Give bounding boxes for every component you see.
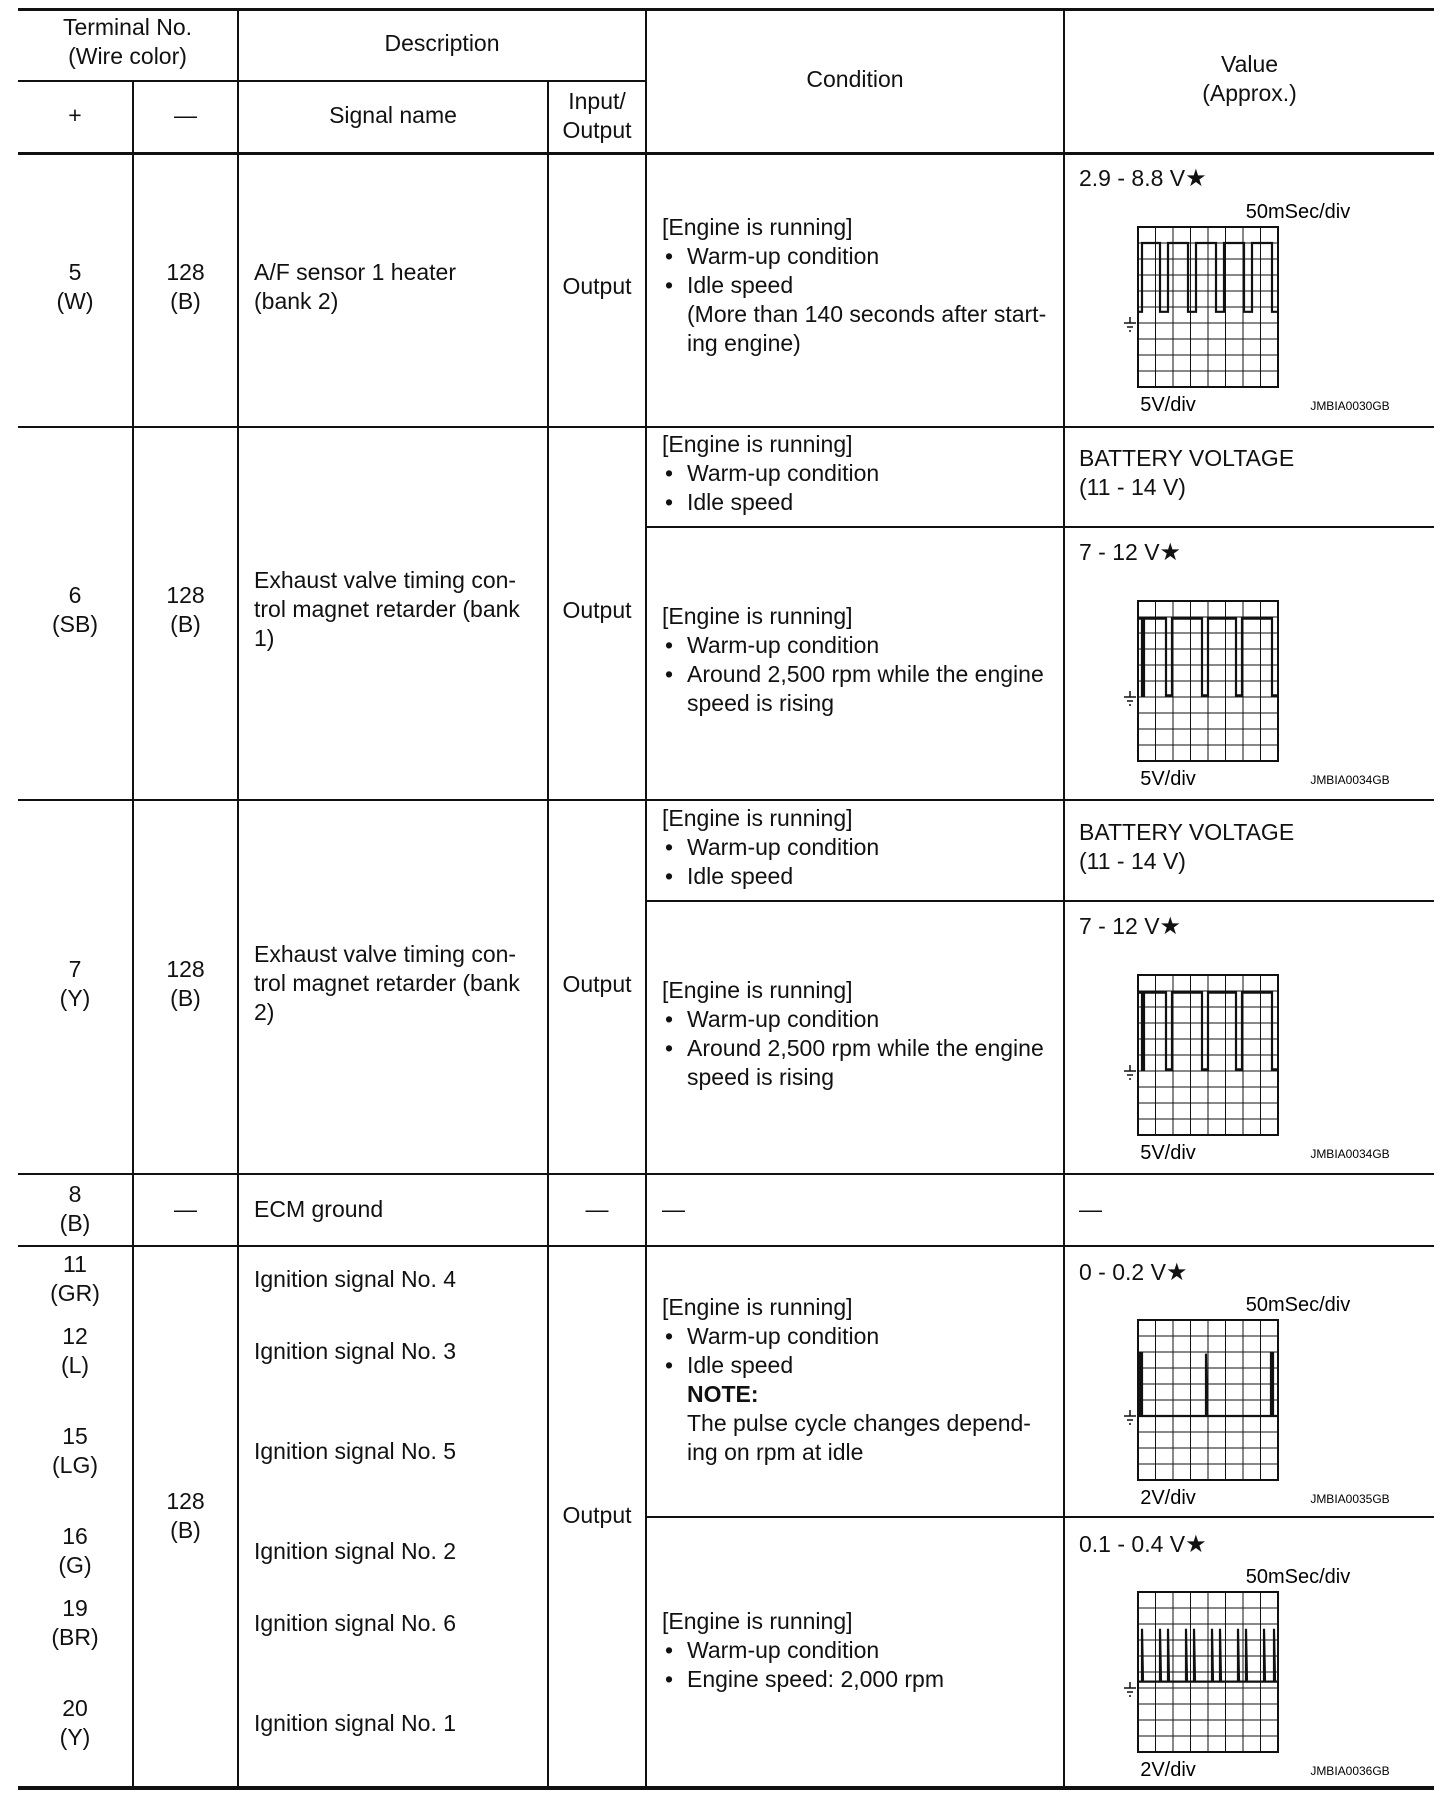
value-text [1079, 818, 1294, 876]
figure-code: JMBIA0034GB [1310, 1147, 1390, 1161]
star-icon: ★ [1165, 1259, 1188, 1286]
value-range: 7 - 12 V [1079, 913, 1160, 939]
value-range: 7 - 12 V [1079, 539, 1160, 565]
terminal-number: 128 [166, 1488, 205, 1514]
terminal-number: 128 [166, 582, 205, 608]
condition-head: [Engine is running] [662, 431, 853, 457]
condition: — [662, 1196, 685, 1222]
terminal-number: 20 [62, 1695, 88, 1721]
io-value: Output [562, 597, 632, 623]
header-io [549, 87, 645, 145]
wire-color: (GR) [50, 1280, 100, 1306]
figure-code: JMBIA0030GB [1310, 399, 1390, 413]
header-value-line: Value [1220, 51, 1279, 77]
signal-name [254, 258, 456, 316]
condition-bullet: • Warm-up condition [662, 631, 1058, 660]
terminal-minus [134, 581, 237, 639]
value-line: (11 - 14 V) [1079, 848, 1186, 874]
wire-color: (B) [59, 1210, 91, 1236]
row-divider [18, 1245, 1434, 1247]
signal-name-line: (bank 2) [254, 288, 339, 314]
header-divider [18, 80, 645, 82]
terminal-number: 128 [166, 259, 205, 285]
figure-code: JMBIA0034GB [1310, 773, 1390, 787]
header-signal-name: Signal name [329, 102, 457, 128]
wire-color: (LG) [52, 1452, 98, 1478]
volt-division-label: 5V/div [1140, 394, 1196, 416]
condition-line: speed is rising [687, 690, 835, 716]
value-text [1079, 538, 1181, 567]
volt-division-label: 5V/div [1140, 1142, 1196, 1164]
wire-color: (BR) [51, 1624, 99, 1650]
terminal-minus [134, 955, 237, 1013]
row-divider [645, 900, 1434, 902]
header-plus: + [68, 102, 82, 128]
header-terminal-line: (Wire color) [68, 43, 187, 69]
figure-code: JMBIA0036GB [1310, 1764, 1390, 1778]
condition-bullet: • Around 2,500 rpm while the engine [662, 660, 1058, 689]
value-line: (11 - 14 V) [1079, 474, 1186, 500]
header-value [1065, 50, 1434, 108]
condition-line: The pulse cycle changes depend- [687, 1410, 1031, 1436]
condition-line: ing engine) [687, 330, 801, 356]
condition-bullet: • Warm-up condition [662, 833, 1058, 862]
waveform-trace [1138, 619, 1278, 696]
star-icon: ★ [1185, 165, 1207, 192]
volt-division-label: 5V/div [1140, 768, 1196, 790]
header-minus: — [174, 102, 197, 128]
condition-head: [Engine is running] [662, 805, 853, 831]
condition-bullet: • Idle speed [662, 862, 1058, 891]
condition [662, 213, 1058, 358]
signal-name-line: A/F sensor 1 heater [254, 259, 456, 285]
condition-line: ing on rpm at idle [687, 1439, 864, 1465]
value-range: 0.1 - 0.4 V [1079, 1531, 1186, 1557]
volt-division-label: 2V/div [1140, 1759, 1196, 1781]
row-divider [18, 426, 1434, 428]
header-io-line: Input/ [568, 88, 626, 114]
oscilloscope-waveform [1110, 201, 1410, 417]
value-line: BATTERY VOLTAGE [1079, 819, 1295, 845]
terminal-plus [18, 1180, 132, 1238]
oscilloscope-waveform [1110, 1566, 1410, 1782]
wire-color: (L) [60, 1352, 90, 1378]
wire-color: (B) [170, 288, 201, 314]
waveform-trace [1138, 993, 1278, 1070]
header-terminal [18, 13, 237, 71]
signal-name: Ignition signal No. 3 [254, 1338, 457, 1364]
scope-grid [1138, 1320, 1278, 1480]
terminal-number: 16 [62, 1523, 88, 1549]
condition-bullet: • Engine speed: 2,000 rpm [662, 1665, 1058, 1694]
row-divider [645, 1516, 1434, 1518]
signal-name-line: 2) [254, 999, 275, 1025]
ground-icon [1124, 691, 1136, 705]
condition-bullet: • Warm-up condition [662, 1322, 1058, 1351]
terminal-number: 11 [63, 1251, 87, 1277]
header-terminal-line: Terminal No. [62, 14, 193, 40]
wire-color: (Y) [59, 1724, 91, 1750]
ground-icon [1124, 1410, 1136, 1424]
signal-name: Ignition signal No. 2 [254, 1538, 457, 1564]
time-division-label: 50mSec/div [1245, 1294, 1351, 1316]
terminal-plus [18, 1422, 132, 1480]
value-text [1079, 444, 1294, 502]
row-divider [645, 526, 1434, 528]
wire-color: (G) [58, 1552, 92, 1578]
terminal-number: 5 [68, 259, 82, 285]
header-bottom-rule [18, 152, 1434, 155]
terminal-number: 8 [68, 1181, 82, 1207]
condition [662, 804, 1058, 891]
value-range: 0 - 0.2 V [1079, 1259, 1166, 1285]
condition [662, 602, 1058, 718]
condition-head: [Engine is running] [662, 1608, 853, 1634]
condition-bullet: • Warm-up condition [662, 1005, 1058, 1034]
terminal-plus [18, 1250, 132, 1308]
column-divider [237, 8, 239, 1787]
terminal-number: 19 [62, 1595, 88, 1621]
condition-line: speed is rising [687, 1064, 835, 1090]
ground-icon [1124, 1065, 1136, 1079]
star-icon: ★ [1185, 1531, 1207, 1558]
condition-bullet: • Around 2,500 rpm while the engine [662, 1034, 1058, 1063]
terminal-number: 15 [62, 1423, 88, 1449]
condition-head: [Engine is running] [662, 214, 853, 240]
terminal-plus [18, 1594, 132, 1652]
header-value-line: (Approx.) [1202, 80, 1297, 106]
value-text [1079, 912, 1181, 941]
wire-color: (B) [170, 1517, 201, 1543]
signal-name-line: trol magnet retarder (bank [254, 970, 520, 996]
signal-name [254, 940, 520, 1027]
signal-name-line: Exhaust valve timing con- [254, 567, 517, 593]
terminal-plus [18, 581, 132, 639]
condition-head: [Engine is running] [662, 977, 853, 1003]
signal-name: Ignition signal No. 1 [254, 1710, 457, 1736]
row-divider [18, 799, 1434, 801]
terminal-plus [18, 1522, 132, 1580]
column-divider [645, 8, 647, 1787]
condition-bullet: • Warm-up condition [662, 1636, 1058, 1665]
condition-bullet: • Idle speed [662, 271, 1058, 300]
condition-bullet: • Idle speed [662, 1351, 1058, 1380]
io-value: Output [562, 273, 632, 299]
io-value: Output [562, 971, 632, 997]
condition-line: (More than 140 seconds after start- [687, 301, 1047, 327]
header-condition: Condition [806, 66, 904, 92]
signal-name-line: 1) [254, 625, 275, 651]
header-io-line: Output [562, 117, 632, 143]
figure-code: JMBIA0035GB [1310, 1492, 1390, 1506]
terminal-number: 128 [166, 956, 205, 982]
condition-note-label: NOTE: [687, 1381, 759, 1407]
io-value: — [585, 1196, 609, 1222]
column-divider [1063, 8, 1065, 1787]
star-icon: ★ [1159, 913, 1182, 940]
time-division-label: 50mSec/div [1245, 201, 1351, 223]
value-text [1079, 1258, 1187, 1287]
oscilloscope-waveform [1110, 575, 1410, 791]
time-division-label: 50mSec/div [1245, 1566, 1351, 1588]
terminal-minus: — [174, 1196, 197, 1222]
column-divider [547, 80, 549, 1787]
condition-head: [Engine is running] [662, 1294, 853, 1320]
signal-name-line: trol magnet retarder (bank [254, 596, 520, 622]
star-icon: ★ [1159, 539, 1182, 566]
table-top-rule [18, 8, 1434, 11]
condition [662, 430, 1058, 517]
signal-name: Ignition signal No. 6 [254, 1610, 457, 1636]
condition [662, 1293, 1058, 1467]
header-description: Description [384, 30, 500, 56]
signal-name [254, 566, 520, 653]
wire-color: (B) [170, 985, 201, 1011]
oscilloscope-waveform [1110, 1294, 1410, 1510]
terminal-number: 6 [68, 582, 82, 608]
volt-division-label: 2V/div [1140, 1487, 1196, 1509]
value-text [1079, 164, 1207, 193]
table-bottom-rule [18, 1786, 1434, 1790]
terminal-number: 7 [68, 956, 82, 982]
row-divider [18, 1173, 1434, 1175]
terminal-plus [18, 1694, 132, 1752]
wire-color: (SB) [52, 611, 98, 637]
condition [662, 976, 1058, 1092]
terminal-number: 12 [62, 1323, 88, 1349]
terminal-plus [18, 1322, 132, 1380]
oscilloscope-waveform [1110, 949, 1410, 1165]
value-text: — [1079, 1196, 1102, 1222]
value-text [1079, 1530, 1207, 1559]
wire-color: (B) [170, 611, 201, 637]
condition [662, 1607, 1058, 1694]
terminal-plus [18, 258, 132, 316]
value-range: 2.9 - 8.8 V [1079, 165, 1186, 191]
io-value: Output [562, 1502, 632, 1528]
condition-bullet: • Warm-up condition [662, 242, 1058, 271]
wire-color: (Y) [59, 985, 91, 1011]
terminal-minus [134, 258, 237, 316]
condition-bullet: • Warm-up condition [662, 459, 1058, 488]
condition-bullet: • Idle speed [662, 488, 1058, 517]
terminal-minus [134, 1487, 237, 1545]
signal-name-line: Exhaust valve timing con- [254, 941, 517, 967]
terminal-plus [18, 955, 132, 1013]
value-line: BATTERY VOLTAGE [1079, 445, 1295, 471]
signal-name: ECM ground [254, 1196, 384, 1222]
ground-icon [1124, 317, 1136, 331]
condition-head: [Engine is running] [662, 603, 853, 629]
ground-icon [1124, 1682, 1136, 1696]
signal-name: Ignition signal No. 4 [254, 1266, 457, 1292]
wire-color: (W) [56, 288, 94, 314]
signal-name: Ignition signal No. 5 [254, 1438, 457, 1464]
